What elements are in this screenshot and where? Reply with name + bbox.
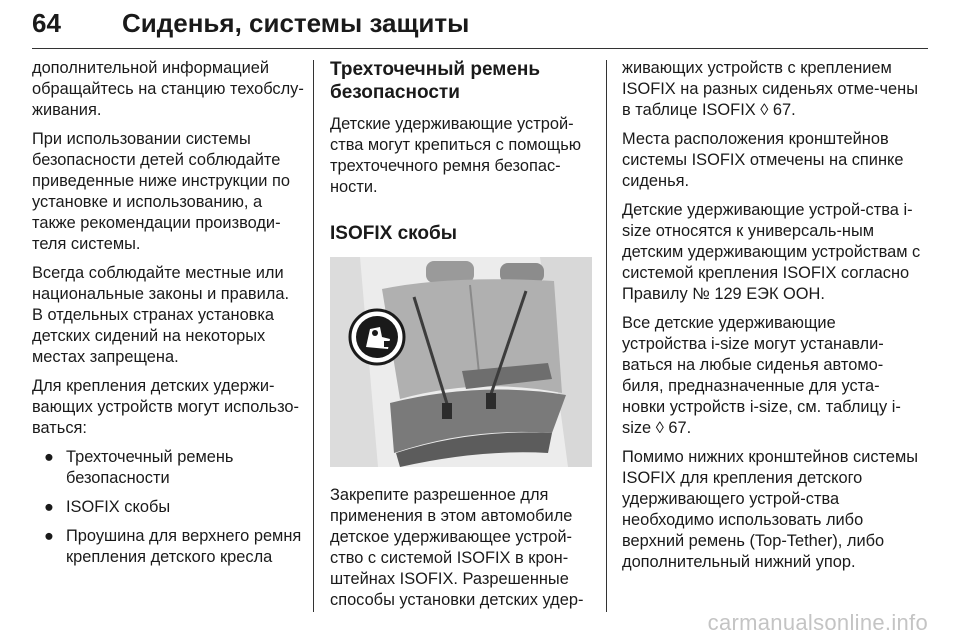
paragraph: Всегда соблюдайте местные или национальные законы и правила. В отдельных странах установка детских сидений на некоторых местах запрещена. <box>32 264 290 366</box>
subheading: Трехточечный ремень безопасности <box>330 59 541 103</box>
paragraph: Для крепления детских удержи-вающих устройств могут использо-ваться: <box>32 377 299 437</box>
paragraph: Закрепите разрешенное для применения в этом автомобиле детское удерживающее устрой-ство с системой ISOFIX в крон-штейнах ISOFIX. Разрешенные способы установки детских удер- <box>330 486 584 609</box>
page-header <box>32 6 928 46</box>
page-number: 64 <box>32 8 61 38</box>
paragraph: Все детские удерживающие устройства i-size могут устанавли-ваться на любые сиденья автомо-биля, предназначенные для уста-новки устройств i-size, см. таблицу i-size ◊ 67. <box>622 314 901 437</box>
seat-illustration-svg <box>330 257 592 467</box>
paragraph: При использовании системы безопасности детей соблюдайте приведенные ниже инструкции по установке и использованию, а также рекомендации производи-теля системы. <box>32 130 290 253</box>
paragraph: дополнительной информацией обращайтесь на станцию техобслу-живания. <box>32 59 304 119</box>
header-rule <box>32 48 928 49</box>
paragraph: Места расположения кронштейнов системы ISOFIX отмечены на спинке сиденья. <box>622 130 904 190</box>
list-item-text: Проушина для верхнего ремня крепления детского кресла <box>66 527 302 566</box>
column-2 <box>330 58 598 619</box>
column-divider <box>313 60 314 612</box>
bullet-icon: ● <box>44 527 54 545</box>
watermark: carmanualsonline.info <box>707 610 928 635</box>
list-item <box>32 526 304 568</box>
list-item <box>32 447 304 489</box>
isofix-seat-illustration <box>330 257 592 467</box>
paragraph: Помимо нижних кронштейнов системы ISOFIX для крепления детского удерживающего устрой-ства необходимо использовать либо верхний ремень (Top-Tether), либо дополнительный нижний упор. <box>622 448 919 571</box>
list-item <box>32 497 304 518</box>
subheading: ISOFIX скобы <box>330 223 457 244</box>
bullet-icon: ● <box>44 448 54 466</box>
list-item-text: Трехточечный ремень безопасности <box>66 448 234 487</box>
column-3 <box>622 58 922 581</box>
paragraph: Детские удерживающие устрой-ства могут крепиться с помощью трехточечного ремня безопас-ности. <box>330 115 582 196</box>
bullet-list <box>32 447 304 568</box>
paragraph: живающих устройств с креплением ISOFIX на разных сиденьях отме-чены в таблице ISOFIX ◊ 67. <box>622 59 918 119</box>
paragraph: Детские удерживающие устрой-ства i-size относятся к универсаль-ным детским удерживающим устройствам с системой крепления ISOFIX согласно Правилу № 129 ЕЭК ООН. <box>622 201 921 303</box>
section-title: Сиденья, системы защиты <box>122 8 470 38</box>
column-1 <box>32 58 304 576</box>
column-divider <box>606 60 607 612</box>
bullet-icon: ● <box>44 498 54 516</box>
list-item-text: ISOFIX скобы <box>66 498 171 516</box>
